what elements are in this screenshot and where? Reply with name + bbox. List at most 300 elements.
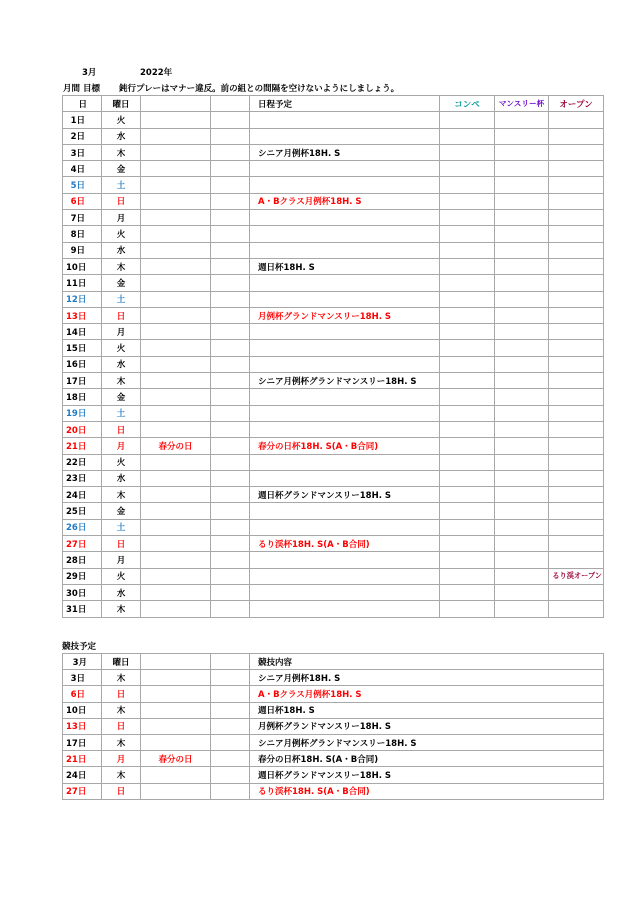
compe-cell: [440, 144, 495, 160]
schedule-cell: [250, 340, 440, 356]
schedule-cell: [250, 291, 440, 307]
day-cell: 4日: [63, 161, 102, 177]
monthly-cell: [495, 389, 549, 405]
open-cell: [549, 275, 604, 291]
blank-cell: [211, 210, 250, 226]
open-cell: [549, 210, 604, 226]
open-cell: [549, 503, 604, 519]
compe-cell: [440, 324, 495, 340]
open-cell: [549, 552, 604, 568]
dow-cell: 土: [102, 291, 141, 307]
holiday-cell: [141, 584, 211, 600]
schedule-row: [63, 324, 604, 340]
dow-cell: 金: [102, 275, 141, 291]
schedule-row: [63, 519, 604, 535]
schedule-cell: [250, 519, 440, 535]
open-cell: [549, 242, 604, 258]
schedule-cell: [250, 161, 440, 177]
schedule-row: [63, 144, 604, 160]
day-cell: 19日: [63, 405, 102, 421]
holiday-cell: [141, 128, 211, 144]
monthly-cell: [495, 324, 549, 340]
blank-cell: [211, 324, 250, 340]
comp-dow-cell: 日: [102, 686, 141, 702]
holiday-cell: [141, 487, 211, 503]
comp-day-cell: 24日: [63, 767, 102, 783]
schedule-cell: [250, 389, 440, 405]
comp-dow-cell: 木: [102, 670, 141, 686]
monthly-cell: [495, 128, 549, 144]
blank-cell: [211, 584, 250, 600]
compe-cell: [440, 487, 495, 503]
day-cell: 21日: [63, 438, 102, 454]
schedule-cell: 週日杯グランドマンスリー18H. S: [250, 487, 440, 503]
compe-cell: [440, 128, 495, 144]
dow-cell: 土: [102, 177, 141, 193]
schedule-cell: A・Bクラス月例杯18H. S: [250, 193, 440, 209]
day-cell: 3日: [63, 144, 102, 160]
dow-cell: 月: [102, 210, 141, 226]
dow-cell: 金: [102, 161, 141, 177]
day-cell: 28日: [63, 552, 102, 568]
schedule-row: [63, 291, 604, 307]
compe-cell: [440, 226, 495, 242]
comp-day-cell: 10日: [63, 702, 102, 718]
day-cell: 18日: [63, 389, 102, 405]
comp-holiday-cell: 春分の日: [141, 751, 211, 767]
compe-cell: [440, 568, 495, 584]
blank-cell: [211, 275, 250, 291]
monthly-cell: [495, 307, 549, 323]
monthly-cell: [495, 601, 549, 617]
open-cell: [549, 258, 604, 274]
comp-content-cell: 週日杯グランドマンスリー18H. S: [250, 767, 604, 783]
schedule-row: [63, 503, 604, 519]
schedule-cell: [250, 324, 440, 340]
dow-cell: 木: [102, 373, 141, 389]
schedule-row: [63, 373, 604, 389]
schedule-cell: [250, 601, 440, 617]
open-cell: [549, 421, 604, 437]
schedule-row: [63, 487, 604, 503]
monthly-cell: [495, 356, 549, 372]
holiday-cell: [141, 258, 211, 274]
header-open: オープン: [549, 96, 604, 112]
dow-cell: 土: [102, 405, 141, 421]
schedule-row: [63, 421, 604, 437]
schedule-cell: [250, 584, 440, 600]
blank-cell: [211, 438, 250, 454]
open-cell: [549, 454, 604, 470]
day-cell: 11日: [63, 275, 102, 291]
monthly-cell: [495, 421, 549, 437]
comp-content-cell: シニア月例杯18H. S: [250, 670, 604, 686]
schedule-row: [63, 536, 604, 552]
day-cell: 8日: [63, 226, 102, 242]
monthly-cell: [495, 470, 549, 486]
comp-blank-cell: [211, 718, 250, 734]
schedule-row: [63, 193, 604, 209]
day-cell: 14日: [63, 324, 102, 340]
schedule-cell: [250, 210, 440, 226]
monthly-cell: [495, 487, 549, 503]
holiday-cell: [141, 536, 211, 552]
monthly-cell: [495, 438, 549, 454]
open-cell: [549, 601, 604, 617]
day-cell: 13日: [63, 307, 102, 323]
monthly-cell: [495, 112, 549, 128]
monthly-cell: [495, 454, 549, 470]
compe-cell: [440, 307, 495, 323]
comp-day-cell: 3日: [63, 670, 102, 686]
comp-blank-cell: [211, 686, 250, 702]
day-cell: 12日: [63, 291, 102, 307]
header-monthly: マンスリー杯: [495, 96, 549, 112]
holiday-cell: [141, 210, 211, 226]
compe-cell: [440, 405, 495, 421]
day-cell: 10日: [63, 258, 102, 274]
goal-text: 鈍行プレーはマナー違反。前の組との間隔を空けないようにしましょう。: [119, 84, 400, 94]
compe-cell: [440, 503, 495, 519]
schedule-row: [63, 470, 604, 486]
monthly-cell: [495, 161, 549, 177]
open-cell: [549, 307, 604, 323]
blank-cell: [211, 226, 250, 242]
compe-cell: [440, 210, 495, 226]
comp-dow-cell: 木: [102, 734, 141, 750]
dow-cell: 火: [102, 226, 141, 242]
schedule-row: [63, 552, 604, 568]
comp-header-dow: 曜日: [102, 654, 141, 670]
comp-content-cell: 週日杯18H. S: [250, 702, 604, 718]
compe-cell: [440, 161, 495, 177]
comp-holiday-cell: [141, 686, 211, 702]
dow-cell: 火: [102, 112, 141, 128]
blank-cell: [211, 470, 250, 486]
dow-cell: 土: [102, 519, 141, 535]
open-cell: [549, 519, 604, 535]
comp-blank-cell: [211, 734, 250, 750]
schedule-row: [63, 340, 604, 356]
holiday-cell: [141, 356, 211, 372]
comp-blank-cell: [211, 783, 250, 799]
open-cell: [549, 356, 604, 372]
comp-day-cell: 13日: [63, 718, 102, 734]
comp-content-cell: 春分の日杯18H. S(A・B合同): [250, 751, 604, 767]
open-cell: [549, 487, 604, 503]
day-cell: 1日: [63, 112, 102, 128]
schedule-row: [63, 454, 604, 470]
blank-cell: [211, 373, 250, 389]
day-cell: 22日: [63, 454, 102, 470]
blank-cell: [211, 389, 250, 405]
monthly-cell: [495, 291, 549, 307]
comp-dow-cell: 木: [102, 767, 141, 783]
schedule-cell: [250, 226, 440, 242]
comp-dow-cell: 木: [102, 702, 141, 718]
open-cell: [549, 584, 604, 600]
header-schedule: 日程予定: [250, 96, 440, 112]
schedule-cell: [250, 275, 440, 291]
blank-cell: [211, 258, 250, 274]
comp-holiday-cell: [141, 702, 211, 718]
holiday-cell: [141, 226, 211, 242]
schedule-cell: [250, 568, 440, 584]
monthly-cell: [495, 552, 549, 568]
schedule-cell: [250, 128, 440, 144]
schedule-row: [63, 112, 604, 128]
header-blank: [211, 96, 250, 112]
competition-row: [63, 718, 604, 734]
holiday-cell: [141, 519, 211, 535]
monthly-cell: [495, 177, 549, 193]
open-cell: [549, 340, 604, 356]
dow-cell: 水: [102, 242, 141, 258]
comp-content-cell: シニア月例杯グランドマンスリー18H. S: [250, 734, 604, 750]
blank-cell: [211, 568, 250, 584]
blank-cell: [211, 601, 250, 617]
month-label: 3月: [82, 68, 97, 78]
competition-row: [63, 734, 604, 750]
comp-holiday-cell: [141, 767, 211, 783]
holiday-cell: [141, 389, 211, 405]
year-label: 2022年: [140, 68, 173, 78]
compe-cell: [440, 177, 495, 193]
dow-cell: 木: [102, 487, 141, 503]
open-cell: [549, 405, 604, 421]
holiday-cell: 春分の日: [141, 438, 211, 454]
schedule-header-row: [63, 96, 604, 112]
monthly-cell: [495, 536, 549, 552]
schedule-row: [63, 210, 604, 226]
compe-cell: [440, 193, 495, 209]
schedule-row: [63, 438, 604, 454]
open-cell: [549, 470, 604, 486]
compe-cell: [440, 601, 495, 617]
dow-cell: 月: [102, 324, 141, 340]
schedule-row: [63, 568, 604, 584]
comp-holiday-cell: [141, 670, 211, 686]
compe-cell: [440, 421, 495, 437]
compe-cell: [440, 519, 495, 535]
compe-cell: [440, 389, 495, 405]
holiday-cell: [141, 291, 211, 307]
day-cell: 9日: [63, 242, 102, 258]
dow-cell: 月: [102, 438, 141, 454]
header-dow: 曜日: [102, 96, 141, 112]
holiday-cell: [141, 112, 211, 128]
schedule-row: [63, 258, 604, 274]
competition-row: [63, 686, 604, 702]
day-cell: 27日: [63, 536, 102, 552]
dow-cell: 日: [102, 193, 141, 209]
schedule-cell: るり渓杯18H. S(A・B合同): [250, 536, 440, 552]
monthly-cell: [495, 568, 549, 584]
monthly-cell: [495, 373, 549, 389]
blank-cell: [211, 144, 250, 160]
blank-cell: [211, 487, 250, 503]
schedule-row: [63, 128, 604, 144]
open-cell: [549, 389, 604, 405]
comp-day-cell: 6日: [63, 686, 102, 702]
blank-cell: [211, 519, 250, 535]
goal-label: 月間 目標: [63, 84, 100, 94]
monthly-cell: [495, 226, 549, 242]
holiday-cell: [141, 275, 211, 291]
day-cell: 5日: [63, 177, 102, 193]
blank-cell: [211, 291, 250, 307]
day-cell: 20日: [63, 421, 102, 437]
monthly-cell: [495, 193, 549, 209]
monthly-cell: [495, 258, 549, 274]
schedule-cell: [250, 454, 440, 470]
schedule-row: [63, 601, 604, 617]
schedule-cell: 週日杯18H. S: [250, 258, 440, 274]
compe-cell: [440, 356, 495, 372]
holiday-cell: [141, 421, 211, 437]
day-cell: 15日: [63, 340, 102, 356]
dow-cell: 木: [102, 601, 141, 617]
schedule-row: [63, 242, 604, 258]
compe-cell: [440, 584, 495, 600]
holiday-cell: [141, 144, 211, 160]
holiday-cell: [141, 552, 211, 568]
dow-cell: 水: [102, 356, 141, 372]
schedule-table: [62, 95, 604, 618]
schedule-cell: [250, 470, 440, 486]
comp-header-holiday: [141, 654, 211, 670]
dow-cell: 木: [102, 258, 141, 274]
dow-cell: 水: [102, 584, 141, 600]
open-cell: [549, 128, 604, 144]
day-cell: 24日: [63, 487, 102, 503]
comp-content-cell: 月例杯グランドマンスリー18H. S: [250, 718, 604, 734]
holiday-cell: [141, 373, 211, 389]
blank-cell: [211, 536, 250, 552]
blank-cell: [211, 161, 250, 177]
monthly-cell: [495, 584, 549, 600]
comp-blank-cell: [211, 670, 250, 686]
dow-cell: 日: [102, 307, 141, 323]
open-cell: [549, 112, 604, 128]
holiday-cell: [141, 307, 211, 323]
header-day: 日: [63, 96, 102, 112]
compe-cell: [440, 242, 495, 258]
comp-holiday-cell: [141, 783, 211, 799]
schedule-row: [63, 161, 604, 177]
schedule-cell: [250, 421, 440, 437]
comp-dow-cell: 月: [102, 751, 141, 767]
header-compe: コンペ: [440, 96, 495, 112]
schedule-cell: [250, 405, 440, 421]
monthly-cell: [495, 144, 549, 160]
day-cell: 7日: [63, 210, 102, 226]
day-cell: 31日: [63, 601, 102, 617]
compe-cell: [440, 438, 495, 454]
holiday-cell: [141, 193, 211, 209]
open-cell: [549, 144, 604, 160]
blank-cell: [211, 454, 250, 470]
comp-blank-cell: [211, 702, 250, 718]
blank-cell: [211, 356, 250, 372]
holiday-cell: [141, 601, 211, 617]
blank-cell: [211, 128, 250, 144]
holiday-cell: [141, 324, 211, 340]
open-cell: [549, 177, 604, 193]
schedule-row: [63, 356, 604, 372]
compe-cell: [440, 454, 495, 470]
comp-holiday-cell: [141, 734, 211, 750]
comp-day-cell: 17日: [63, 734, 102, 750]
holiday-cell: [141, 454, 211, 470]
dow-cell: 火: [102, 568, 141, 584]
schedule-row: [63, 389, 604, 405]
schedule-cell: [250, 242, 440, 258]
schedule-cell: シニア月例杯18H. S: [250, 144, 440, 160]
comp-day-cell: 27日: [63, 783, 102, 799]
comp-header-month: 3月: [63, 654, 102, 670]
compe-cell: [440, 470, 495, 486]
comp-header-blank: [211, 654, 250, 670]
open-cell: [549, 193, 604, 209]
competition-header-row: [63, 654, 604, 670]
blank-cell: [211, 552, 250, 568]
monthly-cell: [495, 340, 549, 356]
blank-cell: [211, 112, 250, 128]
header-holiday: [141, 96, 211, 112]
monthly-cell: [495, 503, 549, 519]
schedule-cell: 春分の日杯18H. S(A・B合同): [250, 438, 440, 454]
comp-blank-cell: [211, 767, 250, 783]
compe-cell: [440, 291, 495, 307]
holiday-cell: [141, 503, 211, 519]
schedule-cell: 月例杯グランドマンスリー18H. S: [250, 307, 440, 323]
competition-row: [63, 670, 604, 686]
dow-cell: 火: [102, 340, 141, 356]
day-cell: 29日: [63, 568, 102, 584]
schedule-row: [63, 177, 604, 193]
schedule-row: [63, 226, 604, 242]
compe-cell: [440, 275, 495, 291]
competition-table: [62, 653, 604, 800]
monthly-cell: [495, 210, 549, 226]
open-cell: [549, 324, 604, 340]
schedule-row: [63, 307, 604, 323]
blank-cell: [211, 503, 250, 519]
comp-content-cell: A・Bクラス月例杯18H. S: [250, 686, 604, 702]
holiday-cell: [141, 242, 211, 258]
dow-cell: 日: [102, 536, 141, 552]
dow-cell: 金: [102, 389, 141, 405]
compe-cell: [440, 536, 495, 552]
day-cell: 23日: [63, 470, 102, 486]
comp-content-cell: るり渓杯18H. S(A・B合同): [250, 783, 604, 799]
schedule-cell: [250, 356, 440, 372]
schedule-cell: シニア月例杯グランドマンスリー18H. S: [250, 373, 440, 389]
dow-cell: 火: [102, 454, 141, 470]
blank-cell: [211, 405, 250, 421]
holiday-cell: [141, 568, 211, 584]
schedule-cell: [250, 503, 440, 519]
schedule-row: [63, 275, 604, 291]
blank-cell: [211, 193, 250, 209]
schedule-row: [63, 405, 604, 421]
open-cell: るり渓オープン: [549, 568, 604, 584]
day-cell: 25日: [63, 503, 102, 519]
compe-cell: [440, 340, 495, 356]
comp-day-cell: 21日: [63, 751, 102, 767]
day-cell: 17日: [63, 373, 102, 389]
